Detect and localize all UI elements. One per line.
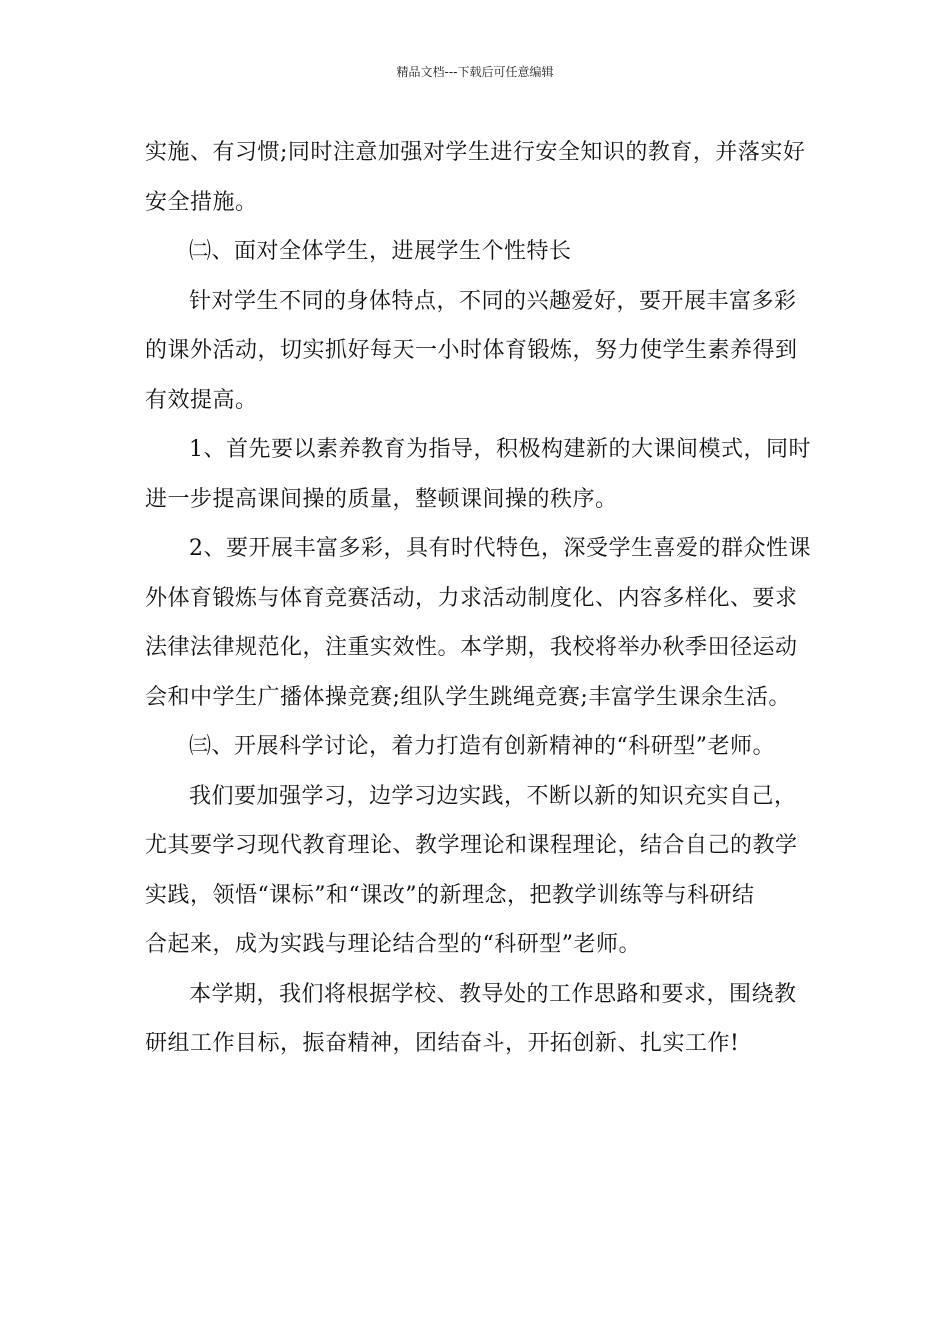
paragraph: 针对学生不同的身体特点，不同的兴趣爱好，要开展丰富多彩 的课外活动，切实抓好每天一小时体育锻炼，努力使学生素养得到 有效提高。 [145, 288, 798, 413]
paragraph-continued: 实施、有习惯;同时注意加强对学生进行安全知识的教育，并落实好 安全措施。 [145, 140, 806, 215]
paragraph: 我们要加强学习，边学习边实践，不断以新的知识充实自己， 尤其要学习现代教育理论、教学理论和课程理论，结合自己的教学 实践，领悟“课标”和“课改”的新理念，把教学训练等与科研结 合起来，成为实践与理论结合型的“科研型”老师。 [145, 783, 798, 957]
document-body [145, 128, 811, 1069]
page-header: 精品文档---下载后可任意编辑 [396, 65, 554, 79]
list-item-2: 2、要开展丰富多彩，具有时代特色，深受学生喜爱的群众性课 外体育锻炼与体育竞赛活动，力求活动制度化、内容多样化、要求 法律法律规范化，注重实效性。本学期，我校将举办秋季田径运动 会和中学生广播体操竞赛;组队学生跳绳竞赛;丰富学生课余生活。 [145, 536, 811, 710]
list-item-1: 1、首先要以素养教育为指导，积极构建新的大课间模式，同时 进一步提高课间操的质量，整顿课间操的秩序。 [145, 437, 811, 512]
section-heading-3: ㈢、开展科学讨论，着力打造有创新精神的“科研型”老师。 [189, 734, 775, 759]
paragraph-closing: 本学期，我们将根据学校、教导处的工作思路和要求，围绕教 研组工作目标，振奋精神，团结奋斗，开拓创新、扎实工作! [145, 981, 797, 1056]
section-heading-2: ㈡、面对全体学生，进展学生个性特长 [189, 239, 572, 264]
